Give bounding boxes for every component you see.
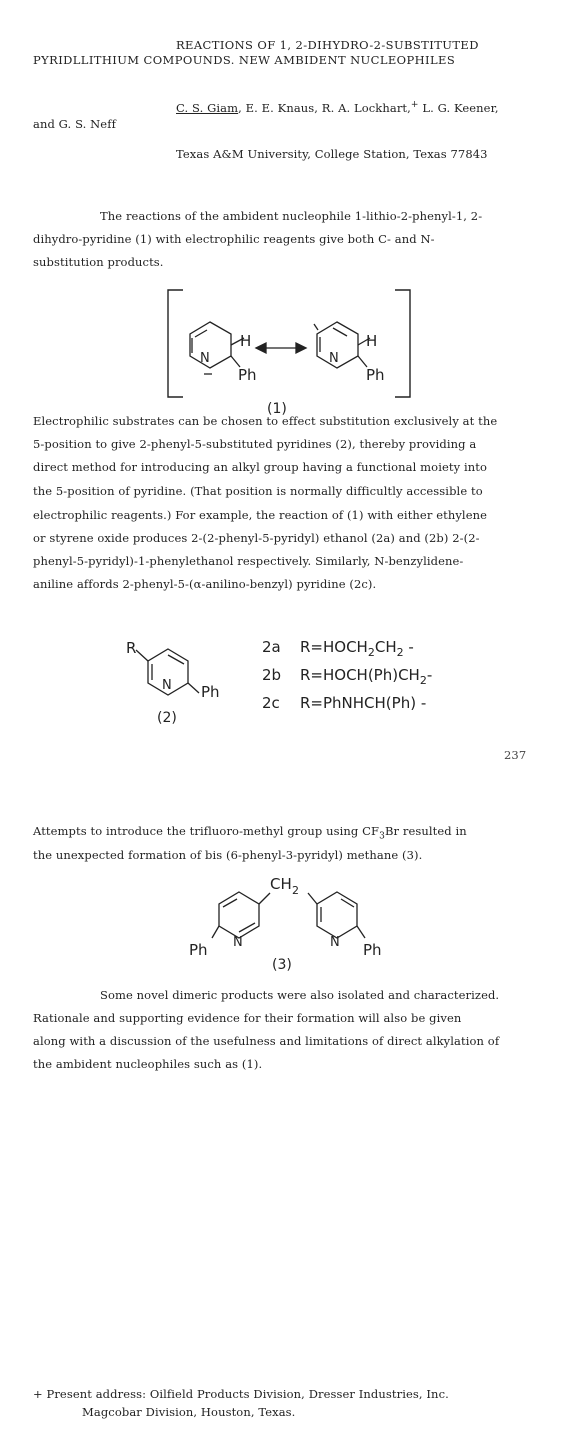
para1-line-1: The reactions of the ambident nucleophile 1-lithio-2-phenyl-1, 2- (100, 209, 483, 223)
s2-label: (2) (157, 710, 177, 726)
s1-right-h: H (366, 332, 378, 350)
s3-ch-sub: 2 (292, 884, 299, 897)
para2-line-3: direct method for introducing an alkyl group having a functional moiety into (33, 460, 487, 474)
para2-line-2: 5-position to give 2-phenyl-5-substituted pyridines (2), thereby providing a (33, 437, 477, 451)
para2-line-7: phenyl-5-pyridyl)-1-phenylethanol respectively. Similarly, N-benzylidene- (33, 554, 464, 568)
para3-text-a: Attempts to introduce the trifluoro-methyl group using CF (33, 824, 380, 838)
para2-line-8: aniline affords 2-phenyl-5-(α-anilino-benzyl) pyridine (2c). (33, 577, 377, 591)
r-formula-mid: CH (374, 638, 397, 656)
r-tail: - (426, 666, 433, 684)
s1-left-h: H (240, 332, 252, 350)
r-sub: 2 (419, 674, 427, 687)
para3-sub: 3 (379, 831, 385, 842)
s3-right-n: N (330, 935, 340, 950)
para4-line-2: Rationale and supporting evidence for their formation will also be given (33, 1011, 462, 1025)
para1-line-3: substitution products. (33, 255, 164, 269)
s3-left-n: N (233, 935, 243, 950)
title-line-2: PYRIDLLITHIUM COMPOUNDS. NEW AMBIDENT NUCLEOPHILES (33, 53, 456, 67)
affiliation: Texas A&M University, College Station, Texas 77843 (176, 147, 488, 161)
s3-left-ph: Ph (189, 941, 208, 959)
footnote-line-1: + Present address: Oilfield Products Division, Dresser Industries, Inc. (33, 1387, 449, 1401)
para2-line-4: the 5-position of pyridine. (That position is normally difficultly accessible to (33, 484, 483, 498)
r-id: 2c (262, 694, 280, 712)
para4-line-3: along with a discussion of the usefulness and limitations of direct alkylation of (33, 1034, 500, 1048)
s3-right-ph: Ph (363, 941, 382, 959)
r-sub: 2 (367, 646, 375, 659)
r-formula: R=HOCH (300, 638, 368, 656)
r-formula: R=HOCH(Ph)CH (300, 666, 420, 684)
para2-line-1: Electrophilic substrates can be chosen to effect substitution exclusively at the (33, 414, 498, 428)
para4-line-4: the ambident nucleophiles such as (1). (33, 1057, 263, 1071)
dagger-mark: + (410, 100, 419, 110)
s1-right-ph: Ph (366, 366, 385, 384)
s1-right-n: N (329, 351, 339, 366)
para2-line-6: or styrene oxide produces 2-(2-phenyl-5-pyridyl) ethanol (2a) and (2b) 2-(2- (33, 531, 480, 545)
page-number: 237 (504, 748, 527, 762)
r-tail: - (403, 638, 414, 656)
para2-line-5: electrophilic reagents.) For example, the reaction of (1) with either ethylene (33, 508, 488, 522)
s3-label: (3) (272, 957, 292, 973)
r-sub: 2 (396, 646, 404, 659)
s2-n: N (162, 678, 172, 693)
para3-line-2: the unexpected formation of bis (6-phenyl-3-pyridyl) methane (3). (33, 848, 423, 862)
authors-line-2: and G. S. Neff (33, 117, 116, 131)
para1-line-2: dihydro-pyridine (1) with electrophilic reagents give both C- and N- (33, 232, 435, 246)
s2-r: R (126, 639, 137, 657)
footnote-line-2: Magcobar Division, Houston, Texas. (82, 1405, 296, 1419)
s1-label: (1) (267, 401, 287, 417)
s1-left-ph: Ph (238, 366, 257, 384)
r-id: 2b (262, 666, 282, 684)
s1-left-n: N (200, 351, 210, 366)
r-id: 2a (262, 638, 281, 656)
para4-line-1: Some novel dimeric products were also isolated and characterized. (100, 988, 500, 1002)
title-line-1: REACTIONS OF 1, 2-DIHYDRO-2-SUBSTITUTED (176, 38, 479, 52)
corresponding-author: C. S. Giam (176, 100, 239, 115)
last-author: L. G. Keener, (422, 100, 499, 115)
s2-ph: Ph (201, 683, 220, 701)
s3-ch: CH (270, 875, 292, 893)
para3-text-b: Br resulted in (384, 824, 467, 838)
co-authors: , E. E. Knaus, R. A. Lockhart, (238, 100, 411, 115)
r-formula: R=PhNHCH(Ph) - (300, 694, 427, 712)
